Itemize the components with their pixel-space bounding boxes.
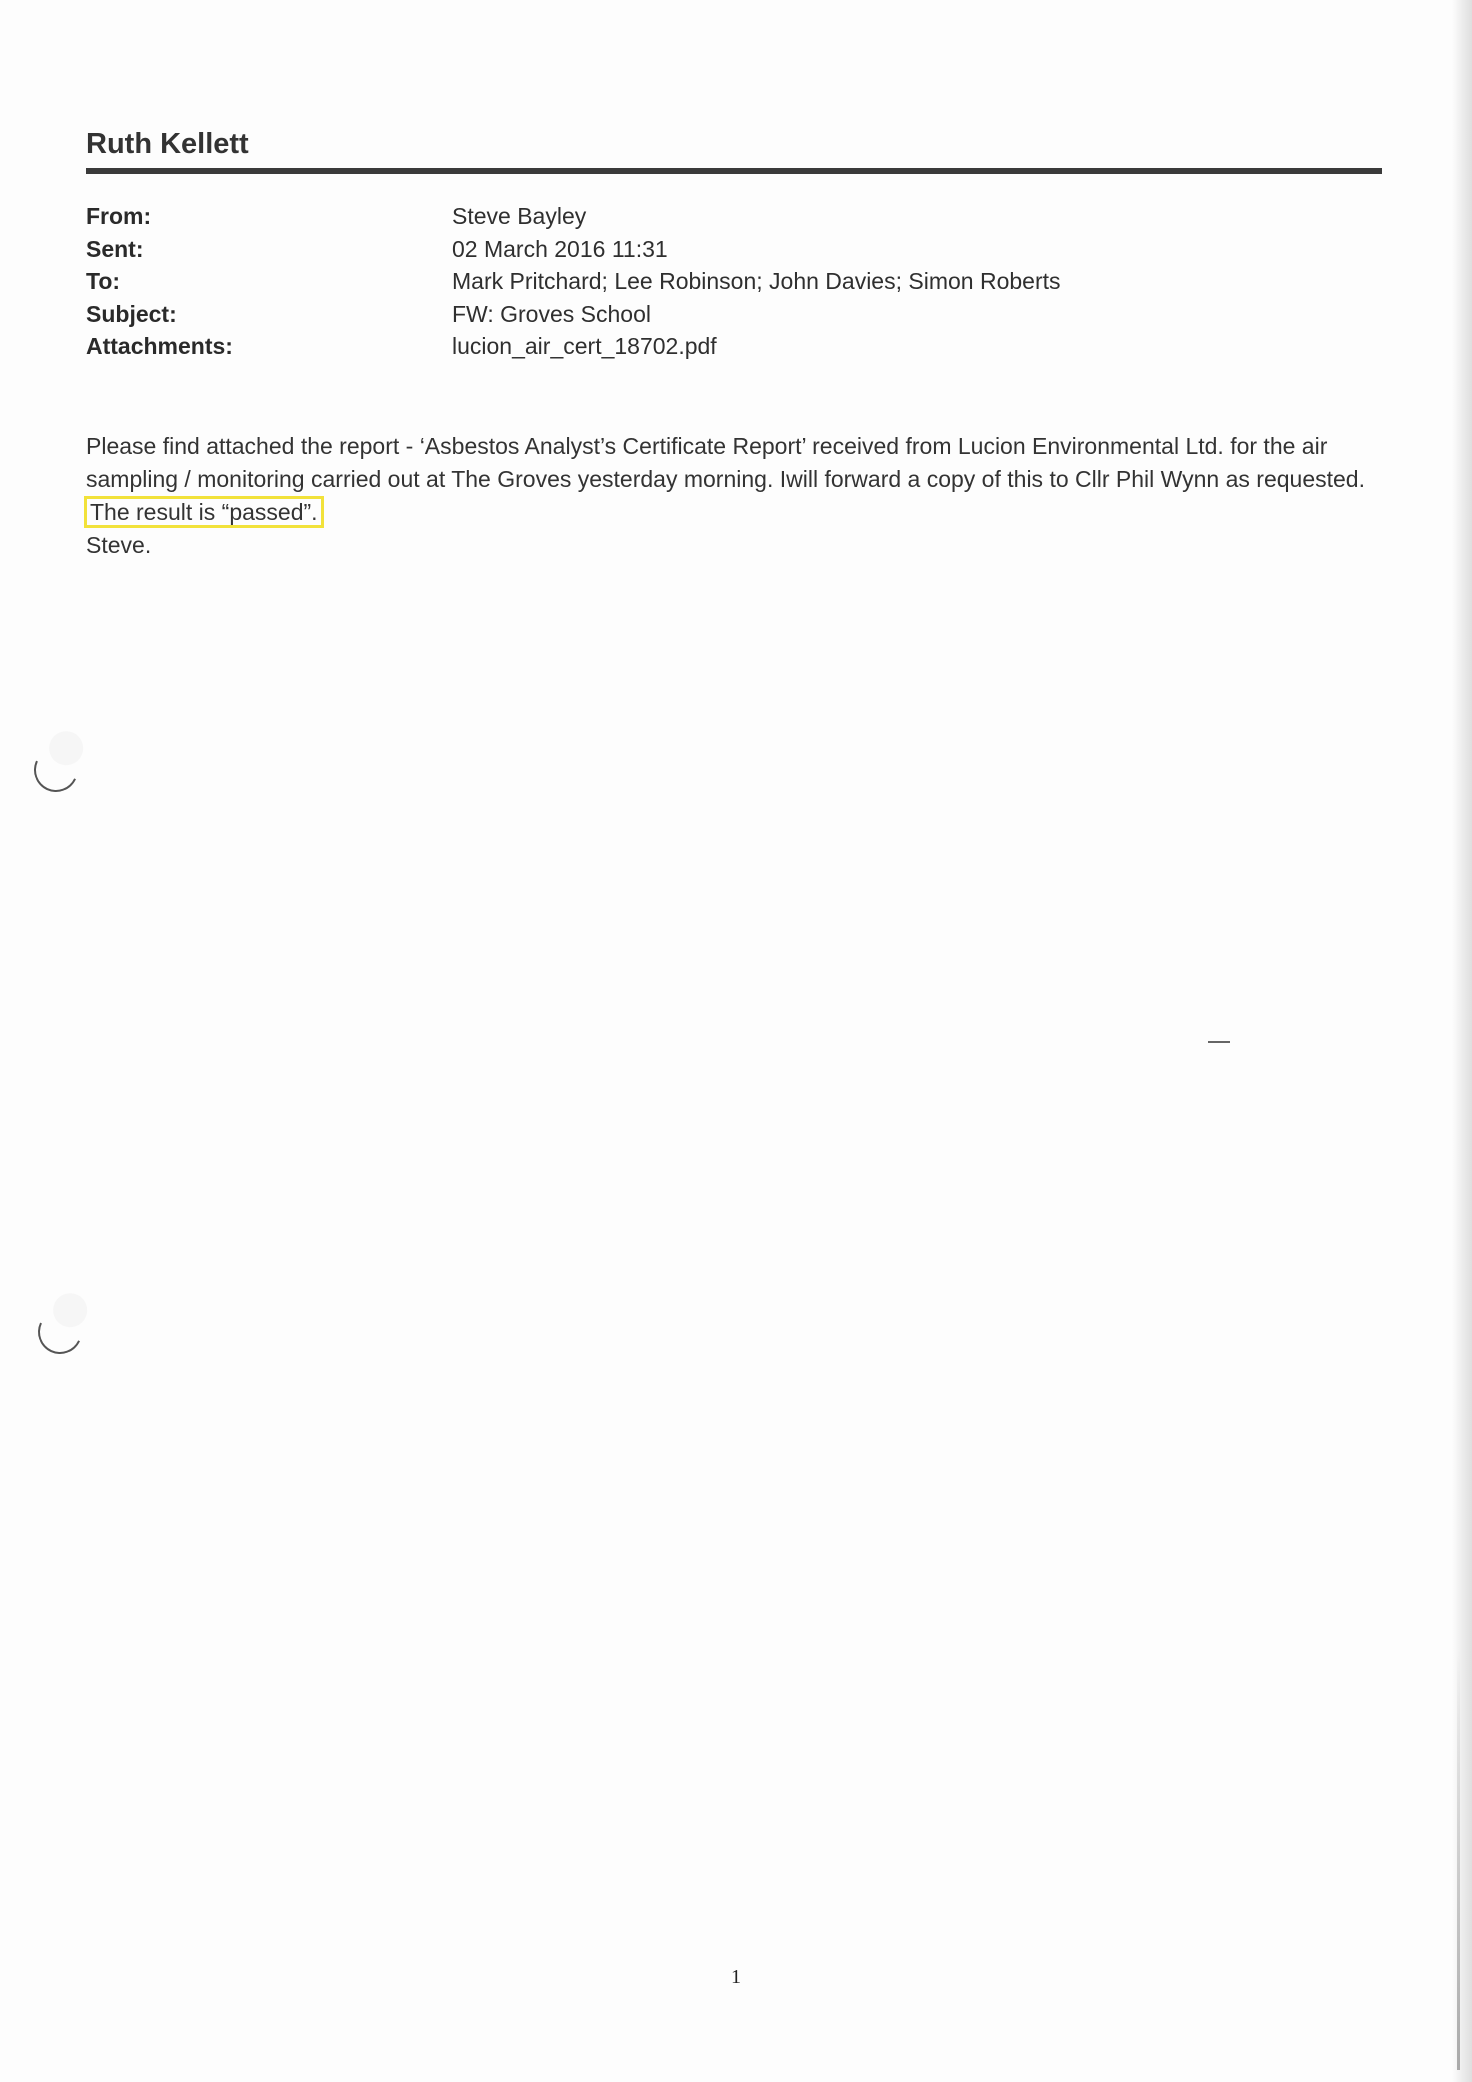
sent-label: Sent: bbox=[86, 235, 144, 262]
subject-label: Subject: bbox=[86, 300, 177, 327]
from-label: From: bbox=[86, 203, 152, 229]
meta-row-subject bbox=[86, 298, 1061, 331]
email-meta bbox=[86, 200, 1061, 363]
header-name: Ruth Kellett bbox=[86, 128, 249, 160]
email-body bbox=[86, 430, 1386, 562]
scan-edge-shadow bbox=[1452, 0, 1472, 2082]
from-value: Steve Bayley bbox=[452, 203, 587, 229]
page-number: 1 bbox=[731, 1966, 741, 1988]
punch-hole-glare bbox=[44, 726, 88, 770]
meta-row-sent bbox=[86, 233, 1061, 266]
meta-row-to bbox=[86, 265, 1061, 298]
meta-row-attachments bbox=[86, 330, 1061, 363]
highlighted-result: The result is “passed”. bbox=[84, 496, 324, 528]
attachments-label: Attachments: bbox=[86, 333, 233, 359]
scan-dash-mark bbox=[1208, 1041, 1230, 1043]
body-paragraph: Please find attached the report - ‘Asbestos Analyst’s Certificate Report’ received from Lucion Environmental Ltd. for the air sampling / monitoring carried out at The Groves yesterday morning. Iwill forward a copy of this to Cllr Phil Wynn as requested. bbox=[86, 433, 1365, 492]
punch-hole-icon bbox=[32, 1304, 88, 1360]
punch-hole-icon bbox=[28, 742, 84, 798]
email-signoff: Steve. bbox=[86, 532, 152, 558]
subject-value: FW: Groves School bbox=[452, 300, 651, 327]
sent-value: 02 March 2016 11:31 bbox=[452, 235, 668, 262]
punch-hole-glare bbox=[48, 1288, 92, 1332]
header-divider bbox=[86, 168, 1382, 174]
scan-edge-line bbox=[1457, 1650, 1460, 2070]
to-label: To: bbox=[86, 268, 121, 294]
meta-row-from bbox=[86, 200, 1061, 233]
attachments-value: lucion_air_cert_18702.pdf bbox=[452, 333, 717, 359]
to-value: Mark Pritchard; Lee Robinson; John Davies; Simon Roberts bbox=[452, 268, 1061, 294]
